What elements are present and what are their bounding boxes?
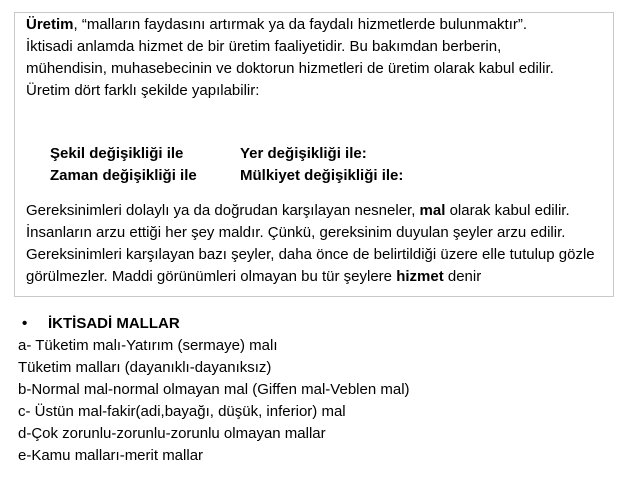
list-item: d-Çok zorunlu-zorunlu-zorunlu olmayan mallar — [18, 425, 326, 442]
intro-line-2: İktisadi anlamda hizmet de bir üretim faaliyetidir. Bu bakımdan berberin, — [26, 38, 502, 55]
term-mal: mal — [419, 202, 446, 219]
term-uretim: Üretim — [26, 16, 74, 33]
types-row — [50, 143, 403, 165]
goods-text-2: olarak kabul edilir. İnsanların arzu ettiği her şey maldır. Çünkü, gereksinim duyulan şeyler arzu edilir. Gereksinimleri karşılayan bazı şeyler, daha önce de belirtildiği üzere elle tutulup gözle görülmezler. Maddi görünümleri olmayan bu tür şeylere — [26, 202, 595, 285]
heading-text: İKTİSADİ MALLAR — [48, 315, 180, 332]
intro-line-4: Üretim dört farklı şekilde yapılabilir: — [26, 82, 260, 99]
list-item: Tüketim malları (dayanıklı-dayanıksız) — [18, 359, 272, 376]
list-item: a- Tüketim malı-Yatırım (sermaye) malı — [18, 337, 278, 354]
types-row — [50, 165, 403, 187]
type-shape-change: Şekil değişikliği ile — [50, 145, 184, 162]
term-hizmet: hizmet — [396, 268, 444, 285]
goods-paragraph — [26, 200, 606, 288]
type-time-change: Zaman değişikliği ile — [50, 167, 197, 184]
intro-paragraph — [26, 14, 606, 102]
bullet-icon: • — [22, 315, 28, 332]
economic-goods-heading — [22, 313, 410, 335]
list-item: e-Kamu malları-merit mallar — [18, 447, 204, 464]
goods-text-1: Gereksinimleri dolaylı ya da doğrudan karşılayan nesneler, — [26, 202, 420, 219]
list-item: c- Üstün mal-fakir(adi,bayağı, düşük, inferior) mal — [18, 403, 346, 420]
type-place-change: Yer değişikliği ile: — [240, 145, 367, 162]
intro-line-3: mühendisin, muhasebecinin ve doktorun hizmetleri de üretim olarak kabul edilir. — [26, 60, 554, 77]
type-ownership-change: Mülkiyet değişikliği ile: — [240, 167, 404, 184]
production-types — [50, 143, 403, 187]
definition-text: , “malların faydasını artırmak ya da faydalı hizmetlerde bulunmaktır”. — [73, 16, 528, 33]
goods-text-3: denir — [443, 268, 482, 285]
list-item: b-Normal mal-normal olmayan mal (Giffen mal-Veblen mal) — [18, 381, 410, 398]
economic-goods-list — [18, 313, 410, 467]
